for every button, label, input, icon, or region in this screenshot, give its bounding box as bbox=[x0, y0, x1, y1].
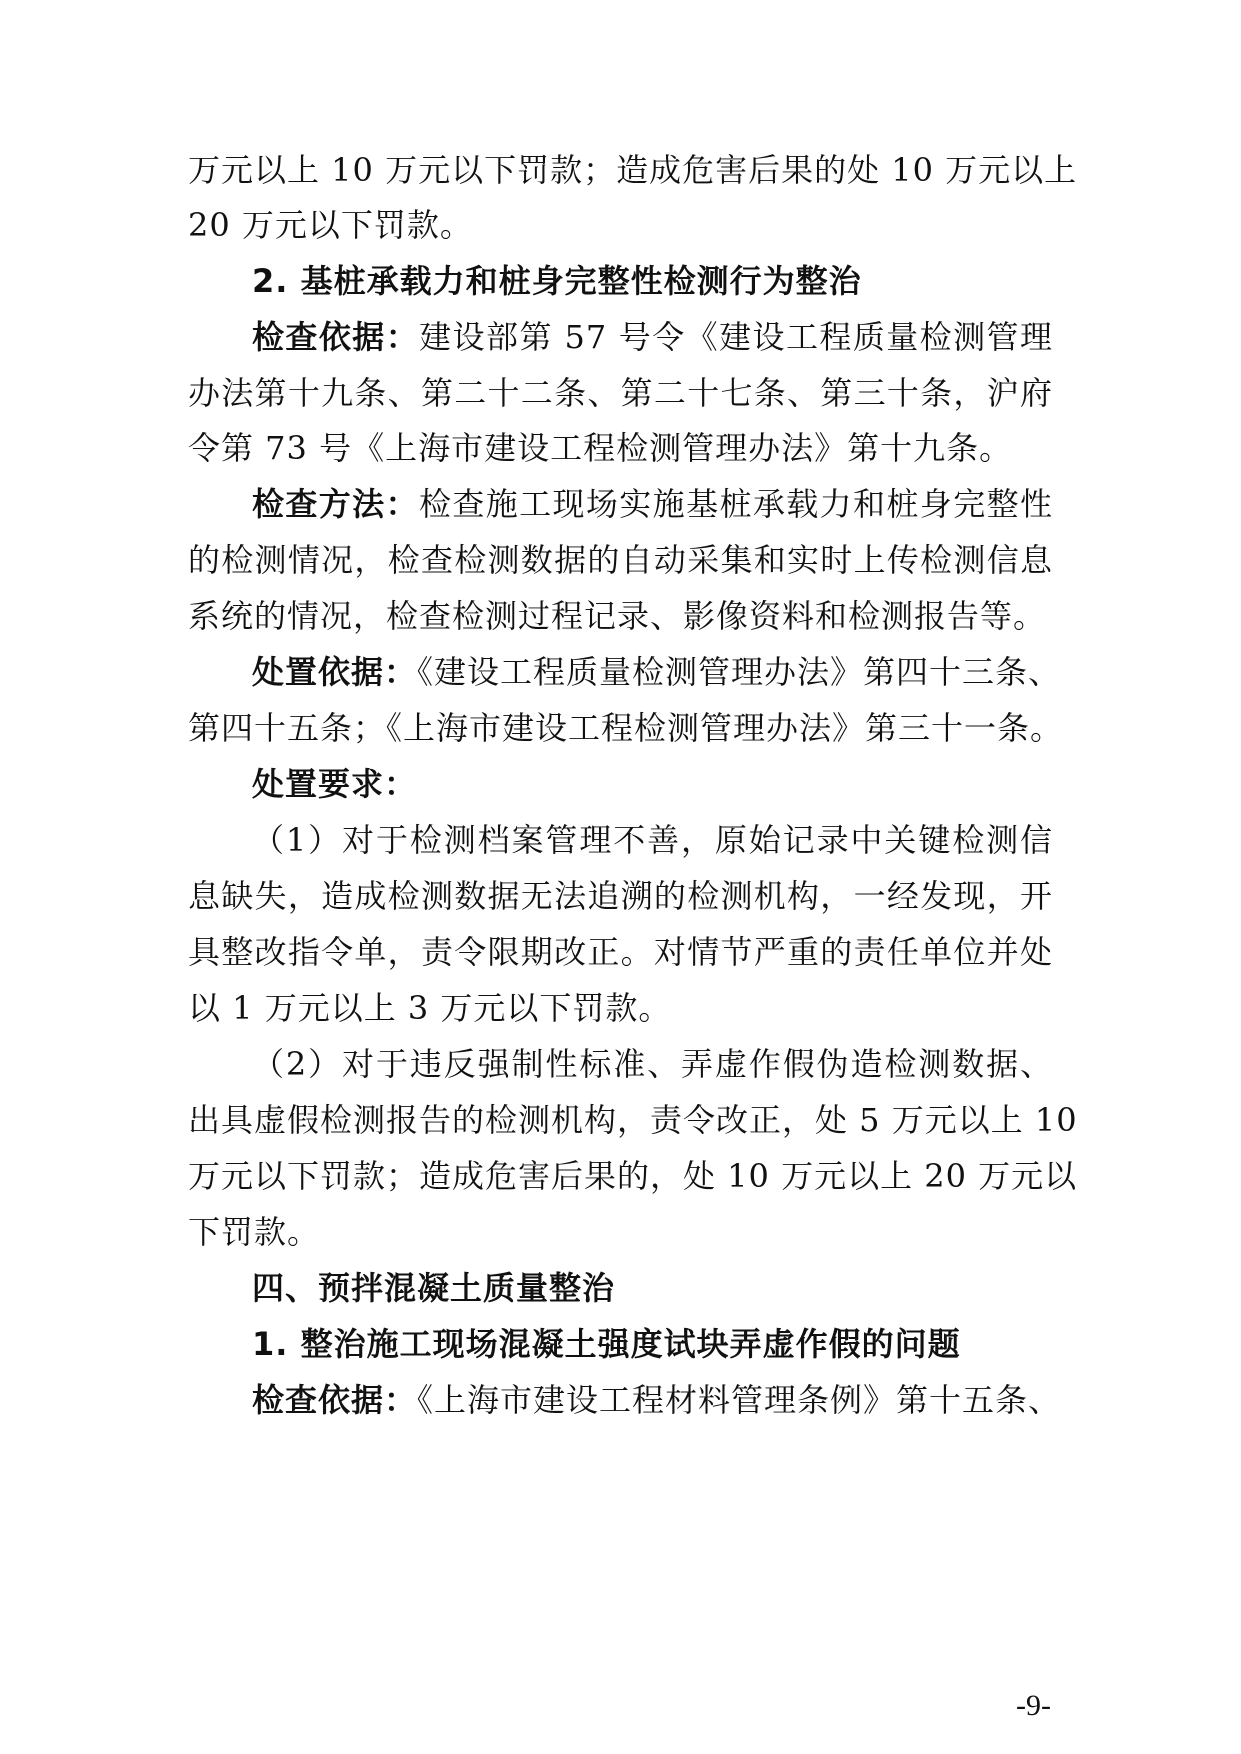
paragraph-line: 检查依据：建设部第 57 号令《建设工程质量检测管理 bbox=[252, 318, 1053, 356]
label: 检查方法： bbox=[252, 485, 419, 523]
paragraph-line: 系统的情况，检查检测过程记录、影像资料和检测报告等。 bbox=[188, 597, 1047, 635]
paragraph-line: （1）对于检测档案管理不善，原始记录中关键检测信 bbox=[252, 821, 1053, 859]
paragraph-line: 第四十五条；《上海市建设工程检测管理办法》第三十一条。 bbox=[188, 709, 1064, 747]
paragraph-line: 以 1 万元以上 3 万元以下罚款。 bbox=[188, 989, 672, 1027]
section-heading: 四、预拌混凝土质量整治 bbox=[252, 1269, 616, 1307]
paragraph-line: 出具虚假检测报告的检测机构，责令改正，处 5 万元以上 10 bbox=[188, 1101, 1078, 1139]
paragraph-line: 办法第十九条、第二十二条、第二十七条、第三十条，沪府 bbox=[188, 374, 1053, 412]
paragraph-line: 下罚款。 bbox=[188, 1213, 321, 1251]
paragraph-line: 具整改指令单，责令限期改正。对情节严重的责任单位并处 bbox=[188, 933, 1053, 971]
paragraph-line: 万元以上 10 万元以下罚款；造成危害后果的处 10 万元以上 bbox=[188, 151, 1078, 189]
section-heading: 1. 整治施工现场混凝土强度试块弄虚作假的问题 bbox=[252, 1325, 961, 1363]
label: 检查依据： bbox=[252, 1381, 418, 1419]
paragraph-line: 令第 73 号《上海市建设工程检测管理办法》第十九条。 bbox=[188, 429, 1013, 467]
paragraph-line: 的检测情况，检查检测数据的自动采集和实时上传检测信息 bbox=[188, 541, 1053, 579]
label: 处置要求： bbox=[252, 765, 418, 803]
paragraph-line: 检查依据：《上海市建设工程材料管理条例》第十五条、 bbox=[252, 1381, 1062, 1419]
paragraph-line bbox=[252, 764, 1053, 804]
paragraph-line: 检查方法：检查施工现场实施基桩承载力和桩身完整性 bbox=[252, 485, 1053, 523]
paragraph-line: 20 万元以下罚款。 bbox=[188, 206, 473, 244]
section-heading: 2. 基桩承载力和桩身完整性检测行为整治 bbox=[252, 262, 862, 300]
paragraph-line: 处置依据：《建设工程质量检测管理办法》第四十三条、 bbox=[252, 653, 1062, 691]
paragraph-line: 万元以下罚款；造成危害后果的，处 10 万元以上 20 万元以 bbox=[188, 1157, 1078, 1195]
paragraph-line: 息缺失，造成检测数据无法追溯的检测机构，一经发现，开 bbox=[188, 877, 1053, 915]
paragraph-line: （2）对于违反强制性标准、弄虚作假伪造检测数据、 bbox=[252, 1045, 1053, 1083]
label: 处置依据： bbox=[252, 653, 418, 691]
page-number: -9- bbox=[1016, 1689, 1051, 1722]
label: 检查依据： bbox=[252, 318, 420, 356]
